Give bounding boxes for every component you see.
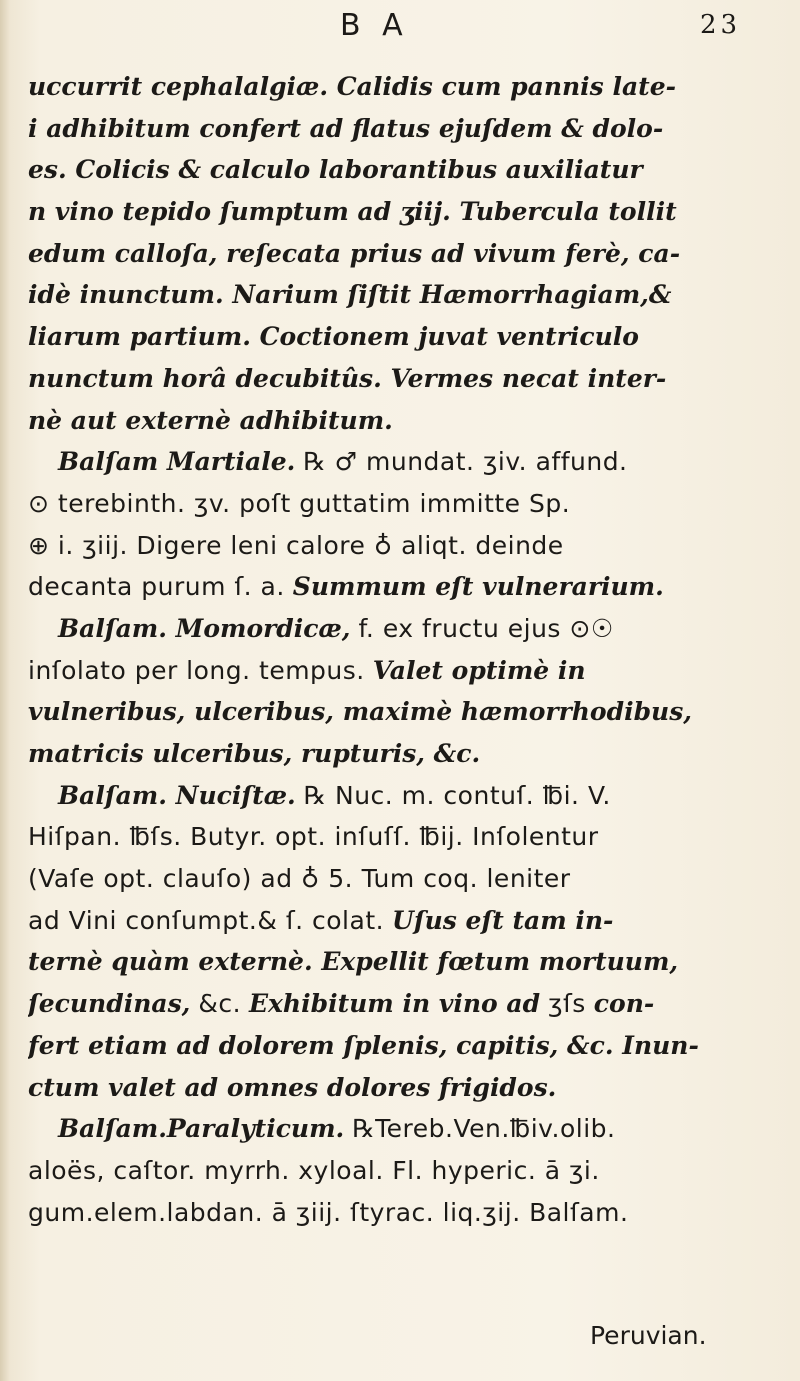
text-line: i adhibitum confert ad flatus ejuſdem & dolo- [28, 113, 664, 143]
text-line: uccurrit cephalalgiæ. Calidis cum pannis late- [28, 72, 676, 101]
recipe-text: &c. [198, 989, 242, 1019]
page-header [0, 8, 800, 48]
text-line: edum calloſa, reſecata prius ad vivum ferè, ca- [28, 238, 681, 268]
text-line: fert etiam ad dolorem ſplenis, capitis, &c. Inun- [28, 1030, 699, 1060]
recipe-note: Exhibitum in vino ad [248, 989, 541, 1019]
text-line: nunctum horâ decubitûs. Vermes necat inter- [28, 363, 667, 393]
recipe-note: Summum eſt vulnerarium. [292, 572, 664, 602]
text-line [28, 566, 793, 608]
recipe-text: inſolato per long. tempus. [28, 655, 365, 685]
text-line: ternè quàm externè. Expellit fœtum mortuum, [28, 947, 679, 977]
text-line: ⊕ i. ʒiij. Digere leni calore ♁ aliqt. deinde [28, 530, 564, 560]
recipe-note: ſecundinas, [28, 989, 191, 1019]
recipe-text: ℞ ♂ mundat. ʒiv. affund. [303, 447, 628, 477]
recipe-text: ad Vini conſumpt.& ſ. colat. [28, 905, 385, 935]
text-line: Hiſpan. ℔ſs. Butyr. opt. inſuſſ. ℔ij. Inſolentur [28, 822, 599, 852]
text-line: liarum partium. Coctionem juvat ventriculo [28, 322, 639, 352]
recipe-note: Uſus eſt tam in- [392, 905, 614, 935]
recipe-text: ℞Tereb.Ven.℔iv.olib. [352, 1114, 616, 1144]
running-head: B A [340, 8, 409, 43]
recipe-text: decanta purum ſ. a. [28, 572, 285, 602]
recipe-text: ℞ Nuc. m. contuſ. ℔i. V. [303, 780, 611, 810]
text-line [28, 900, 793, 942]
recipe-balsam-momordicae [28, 608, 793, 650]
text-line: aloës, caſtor. myrrh. xyloal. Fl. hyperic. ā ʒi. [28, 1155, 600, 1185]
text-line: idè inunctum. Narium ſiſtit Hæmorrhagiam,& [28, 280, 672, 310]
text-line: vulneribus, ulceribus, maximè hæmorrhodibus, [28, 697, 693, 727]
recipe-title: Balſam. Nuciſtæ. [58, 780, 296, 810]
text-line: gum.elem.labdan. ā ʒiij. ſtyrac. liq.ʒij. Balſam. [28, 1197, 629, 1227]
body-text [28, 66, 793, 1233]
recipe-text: ʒſs [548, 989, 586, 1019]
recipe-text: f. ex fructu ejus ⊙☉ [358, 613, 614, 643]
text-line: nè aut externè adhibitum. [28, 405, 393, 435]
text-line: (Vaſe opt. clauſo) ad ♁ 5. Tum coq. leniter [28, 864, 571, 894]
recipe-title: Balſam.Paralyticum. [58, 1114, 345, 1144]
catchword: Peruvian. [590, 1321, 707, 1350]
text-line [28, 983, 793, 1025]
text-line [28, 650, 793, 692]
page-number: 23 [700, 10, 742, 40]
text-line: ctum valet ad omnes dolores frigidos. [28, 1072, 557, 1102]
recipe-title: Balſam. Momordicæ, [58, 613, 351, 643]
text-line: n vino tepido ſumptum ad ʒiij. Tubercula tollit [28, 197, 677, 227]
text-line: ⊙ terebinth. ʒv. poſt guttatim immitte Sp. [28, 488, 571, 518]
recipe-note: Valet optimè in [372, 655, 586, 685]
binding-gutter [0, 0, 10, 1381]
recipe-title: Balſam Martiale. [58, 447, 296, 477]
recipe-note: con- [593, 989, 655, 1019]
recipe-balsam-nucistae [28, 775, 793, 817]
text-line: matricis ulceribus, rupturis, &c. [28, 739, 481, 768]
recipe-balsam-martiale [28, 441, 793, 483]
text-line: es. Colicis & calculo laborantibus auxiliatur [28, 155, 643, 185]
recipe-balsam-paralyticum [28, 1108, 793, 1150]
